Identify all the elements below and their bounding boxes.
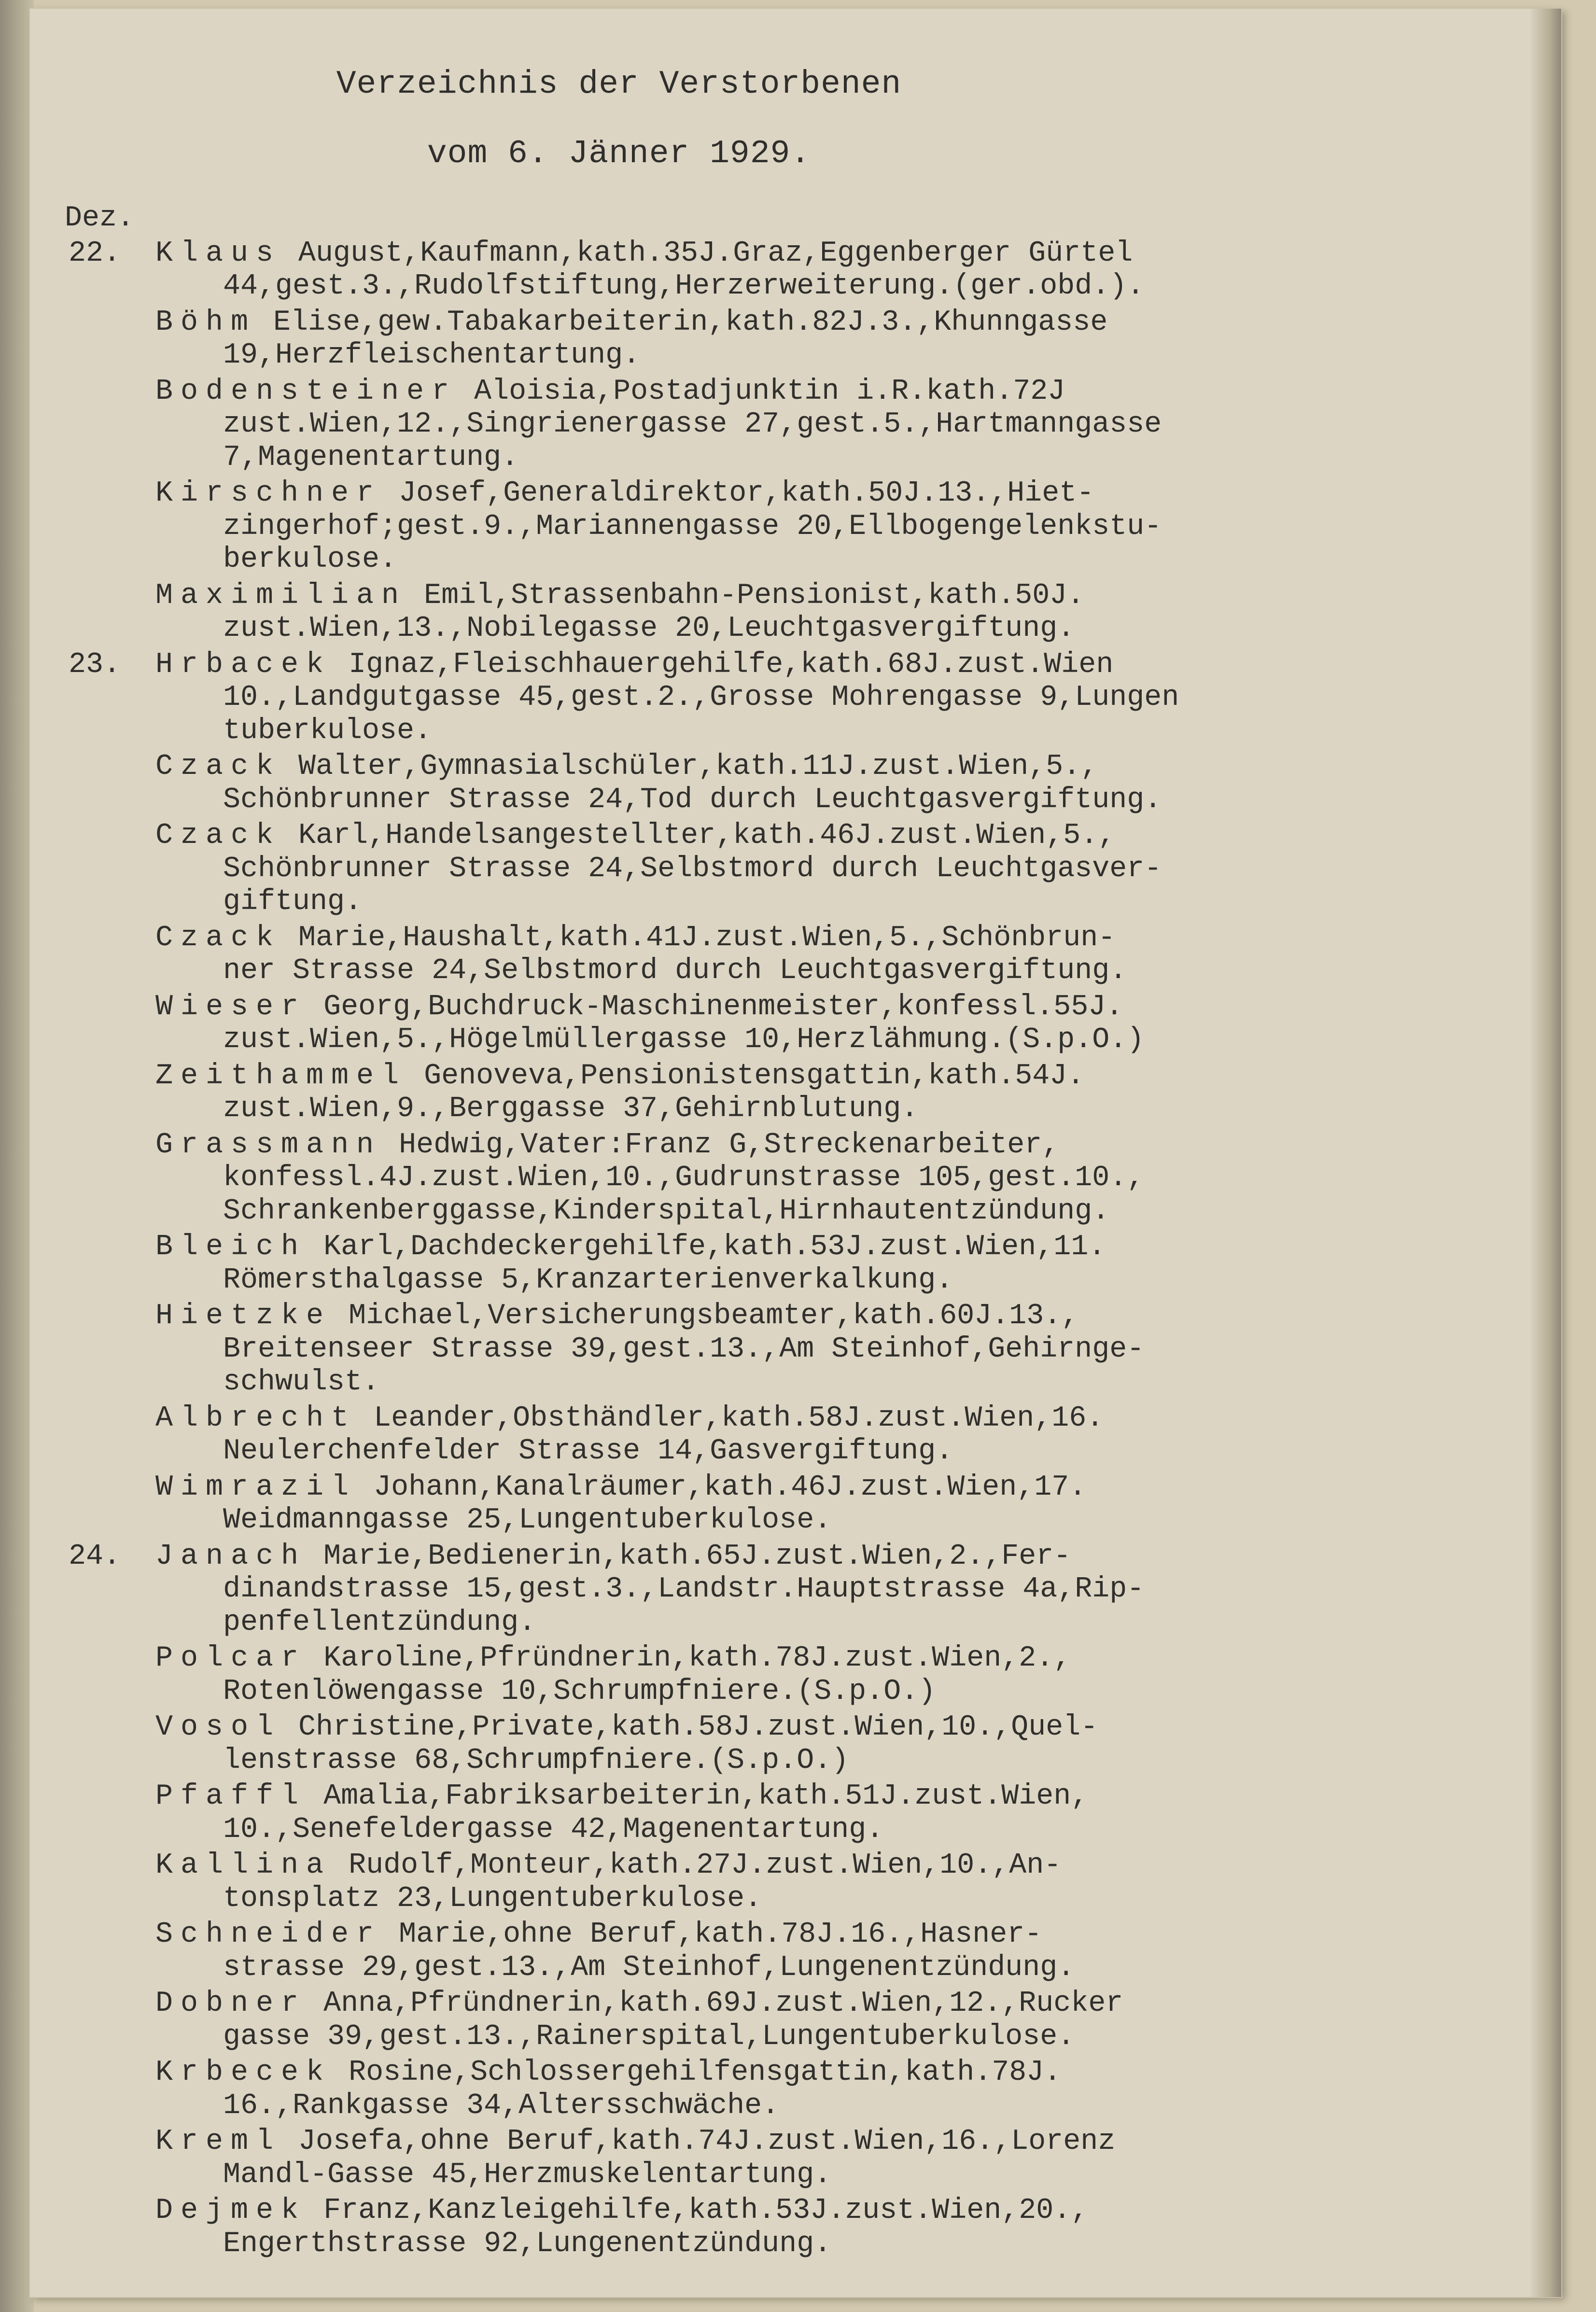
entry-first-line (155, 1300, 1536, 1333)
surname: Czack (155, 750, 281, 783)
entry-first-line (155, 306, 1536, 339)
entry-continuation-line: Neulerchenfelder Strasse 14,Gasvergiftung. (223, 1435, 953, 1468)
surname: Kallina (155, 1849, 332, 1882)
register-entry (155, 1987, 1536, 2053)
entry-first-line (155, 991, 1536, 1024)
entry-first-line (155, 1918, 1536, 1951)
entry-first-line (155, 1060, 1536, 1093)
register-entry (155, 1231, 1536, 1297)
entry-first-line (155, 579, 1536, 613)
entry-first-line (155, 1471, 1536, 1504)
entry-first-line (155, 1780, 1536, 1813)
surname: Albrecht (155, 1401, 357, 1435)
entry-details: Anna,Pfründnerin,kath.69J.zust.Wien,12.,Rucker (323, 1987, 1123, 2020)
entry-details: Genoveva,Pensionistensgattin,kath.54J. (424, 1059, 1085, 1093)
register-entry (155, 306, 1536, 372)
entry-continuation-line: konfessl.4J.zust.Wien,10.,Gudrunstrasse 105,gest.10., (223, 1162, 1145, 1194)
surname: Wieser (155, 990, 307, 1023)
surname: Bodensteiner (155, 375, 457, 408)
surname: Dejmek (155, 2194, 307, 2227)
entry-first-line (155, 2125, 1536, 2158)
entry-continuation-line: tonsplatz 23,Lungentuberkulose. (223, 1882, 762, 1915)
entry-details: Marie,ohne Beruf,kath.78J.16.,Hasner- (399, 1918, 1042, 1951)
entry-continuation-line: 19,Herzfleischentartung. (223, 339, 641, 372)
surname: Wimrazil (155, 1471, 357, 1504)
register-entry (155, 1849, 1536, 1915)
entry-details: Karoline,Pfründnerin,kath.78J.zust.Wien,2., (323, 1642, 1071, 1675)
entry-first-line (155, 375, 1536, 408)
register-entry (155, 375, 1536, 475)
month-label: Dez. (65, 202, 135, 235)
surname: Dobner (155, 1987, 307, 2020)
entry-continuation-line: zust.Wien,12.,Singrienergasse 27,gest.5.,Hartmanngasse (223, 408, 1162, 441)
document-title: Verzeichnis der Verstorbenen (336, 66, 902, 103)
entry-continuation-line: Rotenlöwengasse 10,Schrumpfniere.(S.p.O.) (223, 1675, 936, 1708)
entry-continuation-line: Schönbrunner Strasse 24,Selbstmord durch Leuchtgasver- (223, 852, 1162, 885)
register-entry (155, 1060, 1536, 1126)
entry-continuation-line: ner Strasse 24,Selbstmord durch Leuchtgasvergiftung. (223, 954, 1127, 987)
entry-continuation-line: Weidmanngasse 25,Lungentuberkulose. (223, 1504, 832, 1537)
register-entry (155, 922, 1536, 988)
register-entry (155, 1471, 1536, 1537)
entry-continuation-line: dinandstrasse 15,gest.3.,Landstr.Hauptstrasse 4a,Rip- (223, 1573, 1145, 1606)
entry-continuation-line: penfellentzündung. (223, 1606, 536, 1639)
entry-details: Michael,Versicherungsbeamter,kath.60J.13., (349, 1300, 1079, 1332)
surname: Vosol (155, 1711, 281, 1744)
surname: Janach (155, 1540, 307, 1573)
entry-first-line (155, 1540, 1536, 1573)
surname: Czack (155, 921, 281, 954)
register-entry (155, 477, 1536, 576)
entry-details: Marie,Haushalt,kath.41J.zust.Wien,5.,Schönbrun- (298, 921, 1116, 954)
entry-continuation-line: strasse 29,gest.13.,Am Steinhof,Lungenentzündung. (223, 1951, 1075, 1984)
register-entry (155, 1402, 1536, 1468)
surname: Klaus (155, 237, 281, 270)
entry-details: Aloisia,Postadjunktin i.R.kath.72J (474, 375, 1065, 408)
entry-details: Josef,Generaldirektor,kath.50J.13.,Hiet- (399, 477, 1094, 510)
surname: Kreml (155, 2125, 281, 2158)
entry-first-line (155, 2056, 1536, 2089)
entry-continuation-line: 16.,Rankgasse 34,Altersschwäche. (223, 2089, 780, 2122)
surname: Böhm (155, 306, 256, 339)
entry-continuation-line: Breitenseer Strasse 39,gest.13.,Am Steinhof,Gehirnge- (223, 1332, 1145, 1366)
entry-details: Karl,Handelsangestellter,kath.46J.zust.Wien,5., (298, 819, 1116, 852)
register-entry (155, 2194, 1536, 2260)
surname: Kirschner (155, 477, 382, 510)
entry-date: 22. (69, 237, 121, 270)
entry-continuation-line: schwulst. (223, 1366, 380, 1399)
entry-details: Rosine,Schlossergehilfensgattin,kath.78J. (349, 2056, 1062, 2089)
entry-continuation-line: Römersthalgasse 5,Kranzarterienverkalkung. (223, 1263, 953, 1297)
entry-continuation-line: zust.Wien,9.,Berggasse 37,Gehirnblutung. (223, 1093, 919, 1125)
entry-continuation-line: 10.,Landgutgasse 45,gest.2.,Grosse Mohrengasse 9,Lungen (223, 681, 1179, 714)
entry-details: Amalia,Fabriksarbeiterin,kath.51J.zust.Wien, (323, 1780, 1089, 1813)
entry-first-line (155, 237, 1536, 270)
entry-continuation-line: 44,gest.3.,Rudolfstiftung,Herzerweiterung.(ger.obd.). (223, 270, 1145, 303)
register-entry (155, 1711, 1536, 1777)
entry-details: Leander,Obsthändler,kath.58J.zust.Wien,16. (374, 1401, 1104, 1435)
entry-first-line (155, 819, 1536, 853)
entry-first-line (155, 922, 1536, 955)
register-entry (155, 2125, 1536, 2191)
register-entry (155, 579, 1536, 645)
entry-first-line (155, 1231, 1536, 1264)
surname: Hrbacek (155, 648, 332, 681)
entry-details: Johann,Kanalräumer,kath.46J.zust.Wien,17. (374, 1471, 1087, 1504)
register-entry (155, 1300, 1536, 1399)
book-binding-edge (0, 0, 34, 2312)
surname: Hietzke (155, 1300, 332, 1332)
register-entry (155, 750, 1536, 816)
entry-first-line (155, 648, 1536, 682)
register-entry (155, 2056, 1536, 2122)
register-entry (155, 819, 1536, 919)
entry-details: Georg,Buchdruck-Maschinenmeister,konfessl.55J. (323, 990, 1123, 1023)
entry-continuation-line: Schönbrunner Strasse 24,Tod durch Leuchtgasvergiftung. (223, 783, 1162, 816)
entry-details: Marie,Bedienerin,kath.65J.zust.Wien,2.,Fer- (323, 1540, 1071, 1573)
entry-continuation-line: Mandl-Gasse 45,Herzmuskelentartung. (223, 2158, 832, 2191)
entry-details: Ignaz,Fleischhauergehilfe,kath.68J.zust.Wien (349, 648, 1114, 681)
surname: Polcar (155, 1642, 307, 1675)
entry-details: Hedwig,Vater:Franz G,Streckenarbeiter, (399, 1128, 1060, 1162)
document-page (30, 9, 1561, 2297)
entry-first-line (155, 1129, 1536, 1162)
entry-first-line (155, 1711, 1536, 1744)
register-entry (155, 1642, 1536, 1708)
register-entry (69, 648, 1536, 748)
entry-details: Emil,Strassenbahn-Pensionist,kath.50J. (424, 579, 1085, 612)
surname: Bleich (155, 1231, 307, 1263)
surname: Grassmann (155, 1128, 382, 1162)
surname: Czack (155, 819, 281, 852)
entry-first-line (155, 750, 1536, 784)
entry-details: Rudolf,Monteur,kath.27J.zust.Wien,10.,An- (349, 1849, 1062, 1882)
register-entry (155, 1780, 1536, 1846)
register-entry (155, 1129, 1536, 1228)
entry-continuation-line: gasse 39,gest.13.,Rainerspital,Lungentuberkulose. (223, 2020, 1075, 2053)
register-entry (155, 991, 1536, 1057)
entry-continuation-line: berkulose. (223, 543, 397, 576)
entry-date: 24. (69, 1540, 121, 1573)
entry-continuation-line: 10.,Senefeldergasse 42,Magenentartung. (223, 1813, 884, 1846)
deceased-register (65, 202, 1536, 2263)
surname: Pfaffl (155, 1780, 307, 1813)
register-entry (69, 237, 1536, 303)
surname: Schneider (155, 1918, 382, 1951)
entry-details: August,Kaufmann,kath.35J.Graz,Eggenberger Gürtel (298, 237, 1133, 270)
entry-continuation-line: Schrankenberggasse,Kinderspital,Hirnhautentzündung. (223, 1194, 1110, 1228)
entry-continuation-line: zingerhof;gest.9.,Mariannengasse 20,Ellbogengelenkstu- (223, 510, 1162, 543)
register-entry (155, 1918, 1536, 1984)
entry-first-line (155, 2194, 1536, 2228)
document-subtitle: vom 6. Jänner 1929. (427, 135, 811, 172)
entry-first-line (155, 1642, 1536, 1675)
entry-continuation-line: zust.Wien,5.,Högelmüllergasse 10,Herzlähmung.(S.p.O.) (223, 1023, 1145, 1056)
entry-details: Franz,Kanzleigehilfe,kath.53J.zust.Wien,20., (323, 2194, 1089, 2227)
entry-first-line (155, 1987, 1536, 2020)
entry-continuation-line: 7,Magenentartung. (223, 441, 519, 474)
entry-continuation-line: lenstrasse 68,Schrumpfniere.(S.p.O.) (223, 1744, 849, 1777)
surname: Krbecek (155, 2056, 332, 2089)
entry-details: Christine,Private,kath.58J.zust.Wien,10.,Quel- (298, 1711, 1098, 1744)
surname: Zeithammel (155, 1059, 407, 1093)
surname: Maximilian (155, 579, 407, 612)
entry-continuation-line: giftung. (223, 885, 363, 918)
entry-continuation-line: tuberkulose. (223, 714, 432, 747)
entry-details: Josefa,ohne Beruf,kath.74J.zust.Wien,16.,Lorenz (298, 2125, 1116, 2158)
entry-continuation-line: Engerthstrasse 92,Lungenentzündung. (223, 2227, 832, 2260)
entry-details: Elise,gew.Tabakarbeiterin,kath.82J.3.,Khunngasse (273, 306, 1108, 339)
entry-date: 23. (69, 648, 121, 681)
entry-first-line (155, 1849, 1536, 1882)
entry-continuation-line: zust.Wien,13.,Nobilegasse 20,Leuchtgasvergiftung. (223, 612, 1075, 645)
entry-first-line (155, 1402, 1536, 1435)
entry-first-line (155, 477, 1536, 510)
register-entry (69, 1540, 1536, 1639)
entry-details: Walter,Gymnasialschüler,kath.11J.zust.Wien,5., (298, 750, 1098, 783)
entry-details: Karl,Dachdeckergehilfe,kath.53J.zust.Wien,11. (323, 1231, 1106, 1263)
